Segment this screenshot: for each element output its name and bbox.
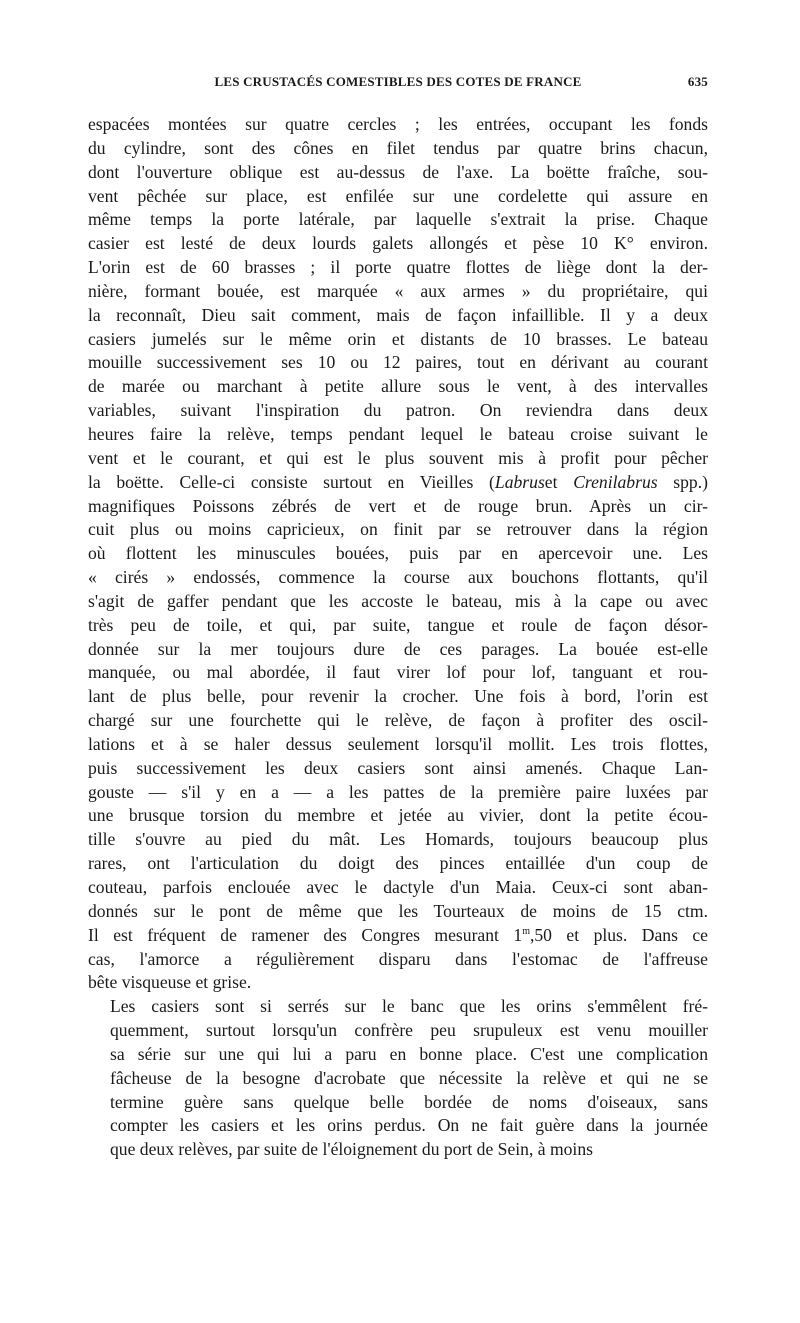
- text-line: même temps la porte latérale, par laquelle s'extrait la prise. Chaque: [88, 209, 708, 230]
- text-line: bête visqueuse et grise.: [88, 972, 252, 993]
- text-line: la boëtte. Celle-ci consiste surtout en Vieilles (Labruset Crenilabrus spp.): [88, 471, 708, 492]
- text-line: L'orin est de 60 brasses ; il porte quatre flottes de liège dont la der-: [88, 257, 708, 278]
- text-line: très peu de toile, et qui, par suite, tangue et roule de façon désor-: [88, 614, 708, 635]
- text-line: variables, suivant l'inspiration du patron. On reviendra dans deux: [88, 400, 708, 421]
- text-line: vent pêchée sur place, est enfilée sur une cordelette qui assure en: [88, 185, 708, 206]
- text-line: termine guère sans quelque belle bordée de noms d'oiseaux, sans: [110, 1091, 708, 1112]
- text-line: magnifiques Poissons zébrés de vert et de rouge brun. Après un cir-: [88, 495, 708, 516]
- text-line: manquée, ou mal abordée, il faut virer lof pour lof, tanguant et rou-: [88, 662, 708, 683]
- text-line: que deux relèves, par suite de l'éloignement du port de Sein, à moins: [110, 1139, 593, 1160]
- text-line: quemment, surtout lorsqu'un confrère peu srupuleux est venu mouiller: [110, 1020, 708, 1041]
- paragraph: [88, 113, 708, 995]
- text-line: casiers jumelés sur le même orin et distants de 10 brasses. Le bateau: [88, 328, 708, 349]
- text-line: sa série sur une qui lui a paru en bonne place. C'est une complication: [110, 1043, 708, 1064]
- text-line: vent et le courant, et qui est le plus souvent mis à profit pour pêcher: [88, 447, 708, 468]
- page-number: 635: [687, 74, 708, 89]
- genus-name: Crenilabrus: [573, 471, 658, 492]
- running-title: LES CRUSTACÉS COMESTIBLES DES COTES DE FRANCE: [214, 74, 582, 89]
- unit-superscript: m: [522, 925, 530, 937]
- text-line: donnés sur le pont de même que les Tourteaux de moins de 15 ctm.: [88, 900, 708, 921]
- text-line: cuit plus ou moins capricieux, on finit par se retrouver dans la région: [88, 519, 708, 540]
- text-line: dont l'ouverture oblique est au-dessus de l'axe. La boëtte fraîche, sou-: [88, 161, 708, 182]
- text-line: lant de plus belle, pour revenir la crocher. Une fois à bord, l'orin est: [88, 686, 708, 707]
- text-line: compter les casiers et les orins perdus. On ne fait guère dans la journée: [110, 1115, 708, 1136]
- book-page: [88, 74, 708, 1162]
- text-line: mouille successivement ses 10 ou 12 paires, tout en dérivant au courant: [88, 352, 708, 373]
- text-line: chargé sur une fourchette qui le relève, de façon à profiter des oscil-: [88, 710, 708, 731]
- text-line: fâcheuse de la besogne d'acrobate que nécessite la relève et qui ne se: [110, 1067, 708, 1088]
- text-line: Les casiers sont si serrés sur le banc que les orins s'emmêlent fré-: [110, 996, 708, 1017]
- text-line: du cylindre, sont des cônes en filet tendus par quatre brins chacun,: [88, 137, 708, 158]
- text-line: couteau, parfois enclouée avec le dactyle d'un Maia. Ceux-ci sont aban-: [88, 877, 708, 897]
- text-line: où flottent les minuscules bouées, puis par en apercevoir une. Les: [88, 543, 708, 564]
- text-line: la reconnaît, Dieu sait comment, mais de façon infaillible. Il y a deux: [88, 304, 708, 325]
- text-line: une brusque torsion du membre et jetée au vivier, dont la petite écou-: [88, 805, 708, 826]
- genus-name: Labrus: [494, 471, 545, 492]
- text-line: casier est lesté de deux lourds galets allongés et pèse 10 K° environ.: [88, 233, 708, 254]
- text-line: donnée sur la mer toujours dure de ces parages. La bouée est-elle: [88, 638, 708, 659]
- text-line: s'agit de gaffer pendant que les accoste le bateau, mis à la cape ou avec: [88, 590, 708, 611]
- text-line: heures faire la relève, temps pendant lequel le bateau croise suivant le: [88, 423, 708, 444]
- text-line: gouste — s'il y en a — a les pattes de la première paire luxées par: [88, 781, 708, 802]
- body-text: [88, 113, 708, 1162]
- text-line: tille s'ouvre au pied du mât. Les Homards, toujours beaucoup plus: [88, 829, 708, 850]
- text-line: cas, l'amorce a régulièrement disparu dans l'estomac de l'affreuse: [88, 948, 708, 969]
- text-line: puis successivement les deux casiers sont ainsi amenés. Chaque Lan-: [88, 757, 708, 778]
- paragraph: [88, 995, 708, 1162]
- text-line: « cirés » endossés, commence la course aux bouchons flottants, qu'il: [88, 567, 708, 588]
- running-head: [88, 74, 708, 96]
- text-line: nière, formant bouée, est marquée « aux armes » du propriétaire, qui: [88, 280, 708, 301]
- text-line: espacées montées sur quatre cercles ; les entrées, occupant les fonds: [88, 114, 708, 134]
- text-line: de marée ou marchant à petite allure sous le vent, à des intervalles: [88, 376, 708, 397]
- text-line: Il est fréquent de ramener des Congres mesurant 1$^m$,50 et plus. Dans ce: [88, 924, 708, 945]
- text-line: lations et à se haler dessus seulement lorsqu'il mollit. Les trois flottes,: [88, 733, 708, 754]
- text-line: rares, ont l'articulation du doigt des pinces entaillée d'un coup de: [88, 853, 708, 874]
